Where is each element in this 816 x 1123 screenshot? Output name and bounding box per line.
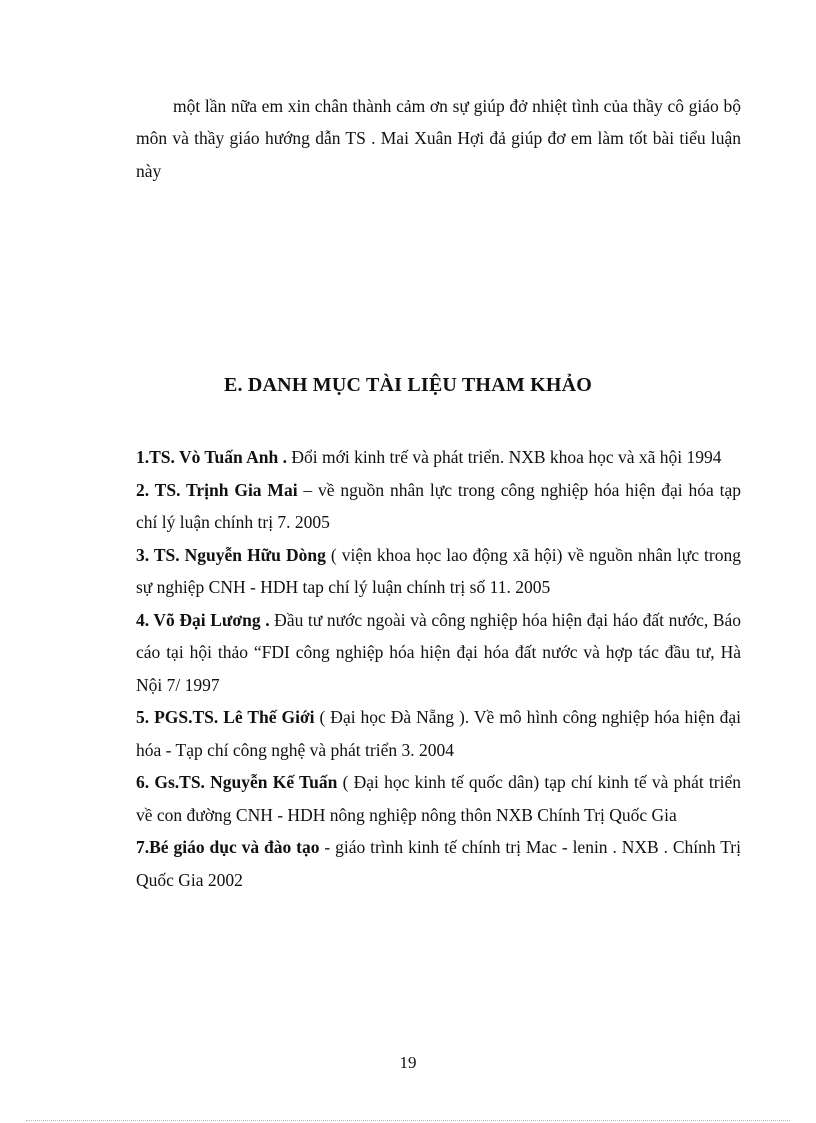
section-heading: E. DANH MỤC TÀI LIỆU THAM KHẢO — [223, 374, 593, 396]
reference-author: 6. Gs.TS. Nguyễn Kế Tuấn — [136, 772, 338, 792]
reference-item — [136, 474, 741, 539]
page-bottom-border — [26, 1120, 790, 1121]
reference-text: - giáo trình kinh tế chính trị Mac - lenin . NXB . Chính Trị Quốc Gia 2002 — [136, 837, 741, 890]
page-number: 19 — [399, 1053, 417, 1072]
reference-author: 7.Bé giáo dục và đào tạo — [136, 837, 320, 857]
reference-item — [136, 701, 741, 766]
reference-text: ( Đại học Đà Nẵng ). Về mô hình công nghiệp hóa hiện đại hóa - Tạp chí công nghệ và phát triển 3. 2004 — [136, 707, 741, 760]
reference-text: – về nguồn nhân lực trong công nghiệp hóa hiện đại hóa tạp chí lý luận chính trị 7. 2005 — [136, 479, 741, 532]
reference-list — [136, 441, 741, 896]
reference-item — [136, 539, 741, 604]
reference-text: ( viện khoa học lao động xã hội) về nguồn nhân lực trong sự nghiệp CNH - HDH tap chí lý luận chính trị số 11. 2005 — [136, 544, 741, 597]
reference-text: Đổi mới kinh trế và phát triển. NXB khoa học và xã hội 1994 — [286, 447, 722, 467]
reference-item — [136, 604, 741, 702]
reference-author: 1.TS. Vò Tuấn Anh . — [136, 447, 287, 467]
acknowledgement-paragraph: một lần nữa em xin chân thành cảm ơn sự giúp đở nhiệt tình của thầy cô giáo bộ môn và thầy giáo hướng dẫn TS . Mai Xuân Hợi đả giúp đơ em làm tốt bài tiểu luận này — [136, 95, 741, 181]
reference-text: Đầu tư nước ngoài và công nghiệp hóa hiện đại háo đất nước, Báo cáo tại hội thảo “FDI công nghiệp hóa hiện đại hóa đất nước và hợp tác đầu tư, Hà Nội 7/ 1997 — [136, 609, 742, 695]
reference-item — [136, 766, 741, 831]
reference-author: 5. PGS.TS. Lê Thế Giới — [136, 707, 315, 727]
reference-item — [136, 831, 741, 896]
reference-author: 3. TS. Nguyễn Hữu Dòng — [136, 544, 326, 565]
reference-item — [136, 441, 741, 474]
reference-author: 4. Võ Đại Lương . — [136, 609, 270, 630]
reference-text: ( Đại học kinh tế quốc dân) tạp chí kinh tế và phát triển về con đường CNH - HDH nông nghiệp nông thôn NXB Chính Trị Quốc Gia — [136, 772, 741, 825]
reference-author: 2. TS. Trịnh Gia Mai — [136, 479, 298, 500]
